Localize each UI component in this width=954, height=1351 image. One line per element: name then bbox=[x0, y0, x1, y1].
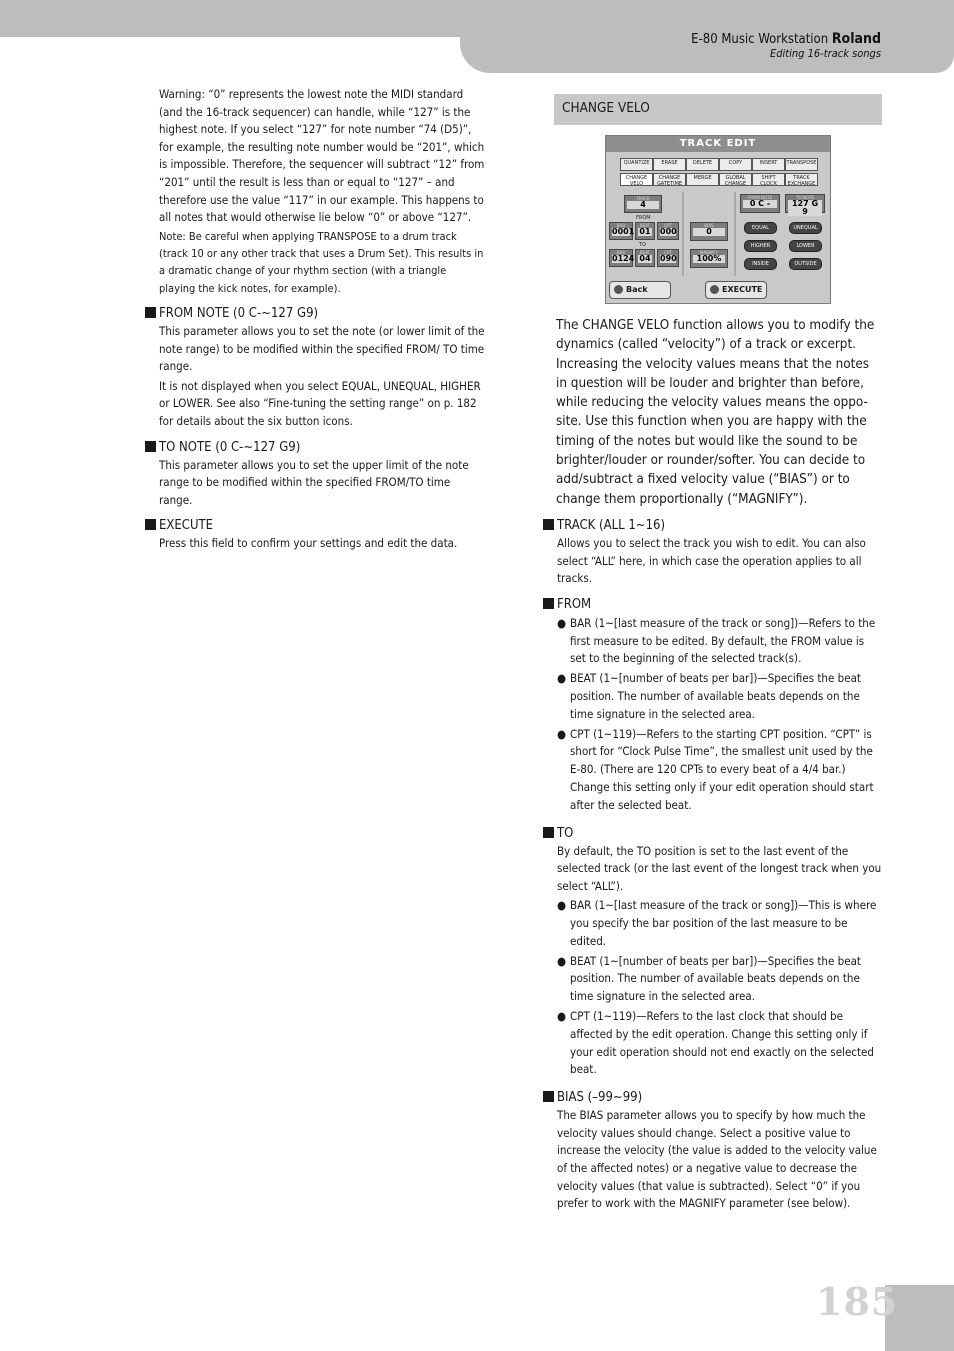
from-beat-value: 01 bbox=[639, 227, 651, 236]
bullet-dot-icon: ● bbox=[557, 671, 567, 686]
to-label: TO bbox=[639, 242, 646, 248]
left-column bbox=[145, 86, 485, 553]
bullet-dot-icon: ● bbox=[557, 615, 567, 630]
equal-button[interactable]: EQUAL bbox=[744, 222, 777, 234]
from-bullet-beat-term: BEAT (1~[number of beats per bar])— bbox=[570, 671, 768, 686]
square-bullet-icon bbox=[145, 519, 156, 530]
header-model: E-80 Music Workstation bbox=[691, 32, 829, 47]
to-cpt-value: 090 bbox=[660, 254, 677, 263]
to-bullet-beat-term: BEAT (1~[number of beats per bar])— bbox=[570, 953, 768, 968]
bias-heading-text: BIAS (–99~99) bbox=[557, 1090, 643, 1106]
tab-merge[interactable]: MERGE bbox=[686, 173, 719, 186]
warning-paragraph bbox=[145, 86, 485, 227]
from-beat-field[interactable] bbox=[635, 222, 655, 240]
to-cpt-label: CPT bbox=[664, 250, 672, 255]
to-note-p1: This parameter allows you to set the upper limit of the note range to be modified within the specified FROM/TO time range. bbox=[159, 457, 469, 507]
tab-track-exchange[interactable]: TRACK EXCHANGE bbox=[785, 173, 818, 186]
from-label: FROM bbox=[636, 215, 651, 221]
header-subtitle: Editing 16-track songs bbox=[769, 47, 881, 60]
from-bullet-bar-term: BAR (1~[last measure of the track or song])— bbox=[570, 615, 809, 630]
bullet-dot-icon: ● bbox=[557, 898, 567, 913]
track-edit-screen bbox=[605, 135, 831, 304]
from-heading-text: FROM bbox=[557, 596, 592, 612]
to-heading-text: TO bbox=[557, 825, 574, 841]
square-bullet-icon bbox=[145, 441, 156, 452]
square-bullet-icon bbox=[543, 1091, 554, 1102]
track-p1: Allows you to select the track you wish to edit. You can also select “ALL” here, in which case the operation applies to all tracks. bbox=[557, 535, 866, 586]
to-bullet-beat bbox=[543, 953, 883, 1006]
to-beat-value: 04 bbox=[639, 254, 651, 263]
tab-delete[interactable]: DELETE bbox=[686, 158, 719, 171]
tab-quantize[interactable]: QUANTIZE bbox=[620, 158, 653, 171]
from-note-label: FROM NOTE bbox=[747, 195, 773, 200]
from-heading bbox=[543, 596, 883, 614]
to-note-heading bbox=[145, 439, 485, 457]
from-bar-label: BAR bbox=[616, 223, 626, 228]
from-bar-field[interactable] bbox=[609, 222, 633, 240]
magnify-field[interactable] bbox=[690, 249, 728, 268]
header-title bbox=[691, 31, 881, 47]
to-heading bbox=[543, 825, 883, 843]
right-column bbox=[543, 94, 883, 1213]
tab-change-velo[interactable]: CHANGE VELO bbox=[620, 173, 653, 186]
from-bullet-cpt-text: Refers to the starting CPT position. “CPT” is short for “Clock Pulse Time”, the smallest unit used by the E-80. (There are 120 CPTs to every beat of a 4/4 bar.) Change this setting only if your edit operation should start after the selected beat. bbox=[570, 726, 874, 812]
warning-label: Warning bbox=[159, 87, 202, 101]
note-text: Be careful when applying TRANSPOSE to a drum track (track 10 or any other track that uses a Drum Set). This results in a dramatic change of your rhythm section (with a triangle playing the kick notes, for example). bbox=[159, 229, 484, 295]
higher-button[interactable]: HIGHER bbox=[744, 240, 777, 252]
from-bullet-beat bbox=[543, 670, 883, 723]
square-bullet-icon bbox=[543, 598, 554, 609]
execute-button[interactable]: EXECUTE bbox=[705, 281, 767, 299]
from-bullet-bar bbox=[543, 615, 883, 668]
from-note-value: 0 C - bbox=[743, 200, 777, 208]
inside-button[interactable]: INSIDE bbox=[744, 258, 777, 270]
from-note-heading-text: FROM NOTE (0 C-~127 G9) bbox=[159, 305, 319, 321]
to-beat-label: BEAT bbox=[639, 250, 651, 255]
bullet-dot-icon: ● bbox=[557, 1009, 567, 1024]
bias-p1: The BIAS parameter allows you to specify by how much the velocity values should change. Select a positive value to increase the velocity (the value is added to the velocity value of the affected notes) or a negative value to decrease the velocity values (that value is subtracted). Select “0” if you prefer to work with the MAGNIFY parameter (see below). bbox=[557, 1108, 877, 1211]
to-bullet-bar-text: This is where you specify the bar position of the last measure to be edited. bbox=[570, 898, 877, 948]
to-beat-field[interactable] bbox=[635, 249, 655, 267]
section-title-box bbox=[554, 94, 882, 125]
to-bullet-cpt bbox=[543, 1008, 883, 1079]
from-note-p2: It is not displayed when you select EQUAL, UNEQUAL, HIGHER or LOWER. See also “Fine-tuning the setting range” on p. 182 for details about the six button icons. bbox=[159, 378, 481, 428]
to-bullet-cpt-text: Refers to the last clock that should be affected by the edit operation. Change this setting only if your edit operation should not end exactly on the selected beat. bbox=[570, 1009, 874, 1077]
tab-change-gatetime[interactable]: CHANGE GATETIME bbox=[653, 173, 686, 186]
square-bullet-icon bbox=[543, 519, 554, 530]
from-cpt-value: 000 bbox=[660, 227, 677, 236]
from-cpt-field[interactable] bbox=[657, 222, 679, 240]
magnify-label: MAGNIFY bbox=[699, 250, 719, 255]
track-heading-text: TRACK (ALL 1~16) bbox=[557, 517, 666, 533]
to-cpt-field[interactable] bbox=[657, 249, 679, 267]
from-bar-value: 0001 bbox=[612, 227, 635, 236]
from-bullet-cpt-term: CPT (1~119)— bbox=[570, 726, 647, 741]
from-cpt-label: CPT bbox=[664, 223, 672, 228]
to-bullet-cpt-term: CPT (1~119)— bbox=[570, 1009, 647, 1024]
from-note-field[interactable] bbox=[740, 194, 780, 213]
execute-heading bbox=[145, 517, 485, 535]
track-field[interactable] bbox=[624, 195, 662, 213]
from-bullet-cpt bbox=[543, 726, 883, 815]
bias-field[interactable] bbox=[690, 222, 728, 241]
to-p1: By default, the TO position is set to the last event of the selected track (or the last event of the longest track when you select “ALL”). bbox=[557, 843, 882, 893]
note-paragraph bbox=[145, 228, 485, 297]
to-note-heading-text: TO NOTE (0 C-~127 G9) bbox=[159, 439, 301, 455]
to-note-field[interactable] bbox=[785, 194, 825, 216]
tab-insert[interactable]: INSERT bbox=[752, 158, 785, 171]
from-note-p1: This parameter allows you to set the note (or lower limit of the note range) to be modified within the specified FROM/ TO time range. bbox=[159, 323, 485, 374]
header-brand: Roland bbox=[831, 31, 881, 47]
lower-button[interactable]: LOWER bbox=[789, 240, 822, 252]
screen-title: TRACK EDIT bbox=[606, 136, 830, 152]
track-heading bbox=[543, 517, 883, 535]
warning-text: : “0” represents the lowest note the MIDI standard (and the 16-track sequencer) can handle, while “127” is the highest note. If you select “127” for note number “74 (D5)”, for example, the resulting note number would be “201”, which is impossible. Therefore, the sequencer will subtract “12” from “201” until the result is less than or equal to “127” – and therefore use the value “117” in our example. This happens to all notes that would otherwise lie below “0” or above “127”. bbox=[159, 87, 485, 225]
tab-copy[interactable]: COPY bbox=[719, 158, 752, 171]
section-title: CHANGE VELO bbox=[562, 100, 650, 116]
tab-erase[interactable]: ERASE bbox=[653, 158, 686, 171]
to-note-label: TO NOTE bbox=[796, 195, 814, 200]
unequal-button[interactable]: UNEQUAL bbox=[789, 222, 822, 234]
to-bullet-bar-term: BAR (1~[last measure of the track or song])— bbox=[570, 898, 809, 913]
from-note-heading bbox=[145, 305, 485, 323]
to-bar-value: 0124 bbox=[612, 254, 635, 263]
bias-label: BIAS bbox=[704, 223, 714, 228]
square-bullet-icon bbox=[543, 827, 554, 838]
magnify-value: 100% bbox=[693, 255, 725, 263]
bias-value: 0 bbox=[693, 228, 725, 236]
track-label: TRACK bbox=[636, 196, 650, 201]
to-bullet-bar bbox=[543, 897, 883, 950]
change-velo-intro: The CHANGE VELO function allows you to modify the dynamics (called “velocity”) of a track or excerpt. Increasing the velocity values means that the notes in question will be louder and brighter than before, while reducing the velocity values means the oppo- site. Use this function when you are happy with the timing of the notes but would like the sound to be brighter/louder or rounder/softer. You can decide to add/subtract a fixed velocity value (“BIAS”) or to change them proportionally (“MAGNIFY”). bbox=[556, 318, 875, 507]
to-note-value: 127 G 9 bbox=[788, 200, 822, 216]
to-bar-label: BAR bbox=[616, 250, 626, 255]
tab-global-change[interactable]: GLOBAL CHANGE bbox=[719, 173, 752, 186]
from-bullet-beat-text: Specifies the beat position. The number of available beats depends on the time signature in the selected area. bbox=[570, 671, 861, 721]
to-bullet-beat-text: Specifies the beat position. The number of available beats depends on the time signature in the selected area. bbox=[570, 953, 861, 1004]
track-value: 4 bbox=[627, 201, 659, 209]
note-label: Note: bbox=[159, 229, 186, 243]
bullet-dot-icon: ● bbox=[557, 726, 567, 741]
outside-button[interactable]: OUTSIDE bbox=[789, 258, 822, 270]
page-number: 185 bbox=[816, 1279, 899, 1324]
to-bar-field[interactable] bbox=[609, 249, 633, 267]
tab-transpose[interactable]: TRANSPOSE bbox=[785, 158, 818, 171]
screen-divider bbox=[734, 192, 736, 276]
from-beat-label: BEAT bbox=[639, 223, 651, 228]
screen-divider bbox=[682, 192, 684, 276]
execute-p1: Press this field to confirm your settings and edit the data. bbox=[159, 536, 458, 551]
tab-shift-clock[interactable]: SHIFT CLOCK bbox=[752, 173, 785, 186]
bias-heading bbox=[543, 1089, 883, 1107]
back-button[interactable]: Back bbox=[609, 281, 671, 299]
square-bullet-icon bbox=[145, 307, 156, 318]
from-bullet-bar-text: Refers to the first measure to be edited. By default, the FROM value is set to the beginning of the selected track(s). bbox=[570, 615, 876, 666]
execute-heading-text: EXECUTE bbox=[159, 518, 214, 534]
bullet-dot-icon: ● bbox=[557, 953, 567, 968]
